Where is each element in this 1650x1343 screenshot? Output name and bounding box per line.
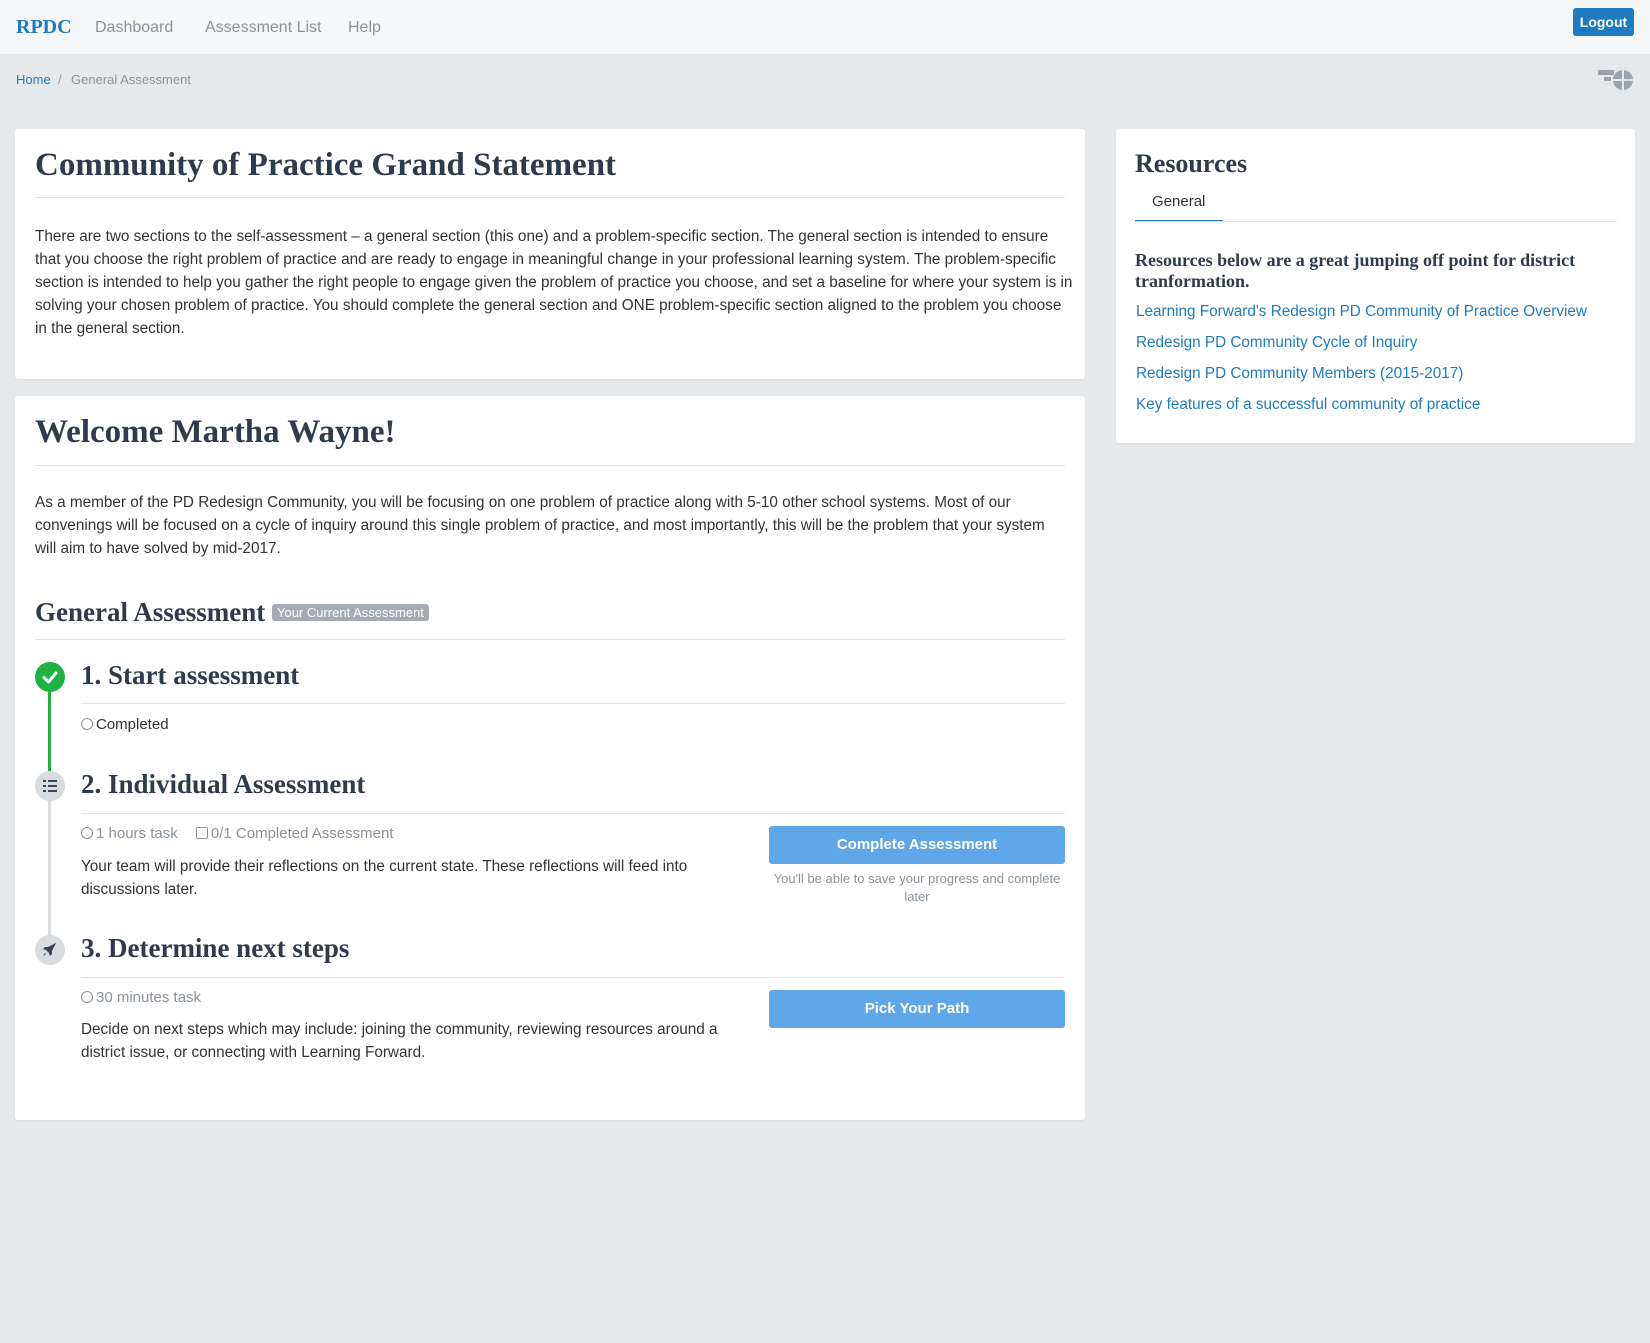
grand-statement-card bbox=[15, 129, 1085, 379]
welcome-body: As a member of the PD Redesign Community, you will be focusing on one problem of practice along with 5-10 other school systems. Most of our convenings will be focused on a cycle of inquiry around this single problem of practice, and most importantly, this will be the problem that your system will aim to have solved by mid-2017. bbox=[35, 494, 1045, 557]
step-1-title: 1. Start assessment bbox=[81, 660, 300, 690]
divider bbox=[35, 639, 1065, 640]
step-2-duration: 1 hours task bbox=[96, 825, 178, 842]
general-assessment-title: General Assessment bbox=[35, 597, 266, 627]
divider bbox=[35, 197, 1065, 198]
step-3-duration: 30 minutes task bbox=[96, 989, 202, 1006]
logout-button[interactable]: Logout bbox=[1573, 8, 1634, 36]
brand-logo[interactable]: RPDC bbox=[16, 16, 72, 38]
clock-icon bbox=[81, 991, 93, 1003]
breadcrumb-home[interactable]: Home bbox=[16, 72, 51, 87]
resource-link-key-features[interactable]: Key features of a successful community of practice bbox=[1136, 396, 1481, 413]
step-3-title: 3. Determine next steps bbox=[81, 933, 350, 963]
step-3-description: Decide on next steps which may include: joining the community, reviewing resources around a district issue, or connecting with Learning Forward. bbox=[81, 1021, 718, 1061]
grand-statement-body: There are two sections to the self-assessment – a general section (this one) and a problem-specific section. The general section is intended to ensure that you choose the right problem of practice and are ready to engage in meaningful change in your professional learning system. The problem-specific section is intended to help you gather the right people to engage given the problem of practice you choose, and set a baseline for where your system is in solving your chosen problem of practice. You should complete the general section and ONE problem-specific section aligned to the problem you choose in the general section. bbox=[35, 228, 1073, 337]
welcome-card bbox=[15, 396, 1085, 1120]
step-1-status: Completed bbox=[96, 716, 169, 733]
step-rocket-icon bbox=[35, 935, 65, 965]
grand-statement-title: Community of Practice Grand Statement bbox=[35, 147, 617, 183]
breadcrumb-current: General Assessment bbox=[71, 72, 191, 87]
pick-your-path-button[interactable]: Pick Your Path bbox=[769, 990, 1065, 1028]
clock-icon bbox=[81, 827, 93, 839]
current-assessment-badge: Your Current Assessment bbox=[272, 604, 429, 621]
resources-title: Resources bbox=[1135, 149, 1248, 178]
resource-link-cycle-of-inquiry[interactable]: Redesign PD Community Cycle of Inquiry bbox=[1136, 334, 1418, 351]
step-2-description: Your team will provide their reflections on the current state. These reflections will feed into discussions later. bbox=[81, 858, 688, 898]
checkbox-icon bbox=[196, 827, 208, 839]
nav-assessment-list[interactable]: Assessment List bbox=[205, 19, 322, 36]
step-check-icon bbox=[35, 662, 65, 692]
divider bbox=[1135, 221, 1617, 222]
timeline-line-pending bbox=[48, 786, 51, 936]
top-navbar bbox=[0, 0, 1650, 55]
nav-help[interactable]: Help bbox=[348, 19, 381, 36]
resources-intro: Resources below are a great jumping off point for district tranformation. bbox=[1135, 250, 1576, 291]
complete-assessment-note: You'll be able to save your progress and complete later bbox=[773, 871, 1061, 904]
general-assessment-heading bbox=[35, 597, 429, 628]
breadcrumb bbox=[0, 56, 1650, 105]
resource-link-members[interactable]: Redesign PD Community Members (2015-2017) bbox=[1136, 365, 1464, 382]
step-2-title: 2. Individual Assessment bbox=[81, 769, 366, 799]
step-2-progress: 0/1 Completed Assessment bbox=[210, 825, 394, 842]
divider bbox=[81, 813, 1065, 814]
organization-logo-icon bbox=[1598, 67, 1634, 93]
step-list-icon bbox=[35, 771, 65, 801]
nav-dashboard[interactable]: Dashboard bbox=[95, 19, 174, 36]
welcome-title: Welcome Martha Wayne! bbox=[35, 414, 396, 450]
divider bbox=[35, 465, 1065, 466]
divider bbox=[81, 703, 1065, 704]
divider bbox=[81, 977, 1065, 978]
breadcrumb-separator: / bbox=[58, 72, 62, 87]
resource-link-overview[interactable]: Learning Forward's Redesign PD Community of Practice Overview bbox=[1136, 303, 1587, 320]
clock-icon bbox=[81, 718, 93, 730]
complete-assessment-button[interactable]: Complete Assessment bbox=[769, 826, 1065, 864]
tab-general[interactable]: General bbox=[1152, 193, 1206, 210]
